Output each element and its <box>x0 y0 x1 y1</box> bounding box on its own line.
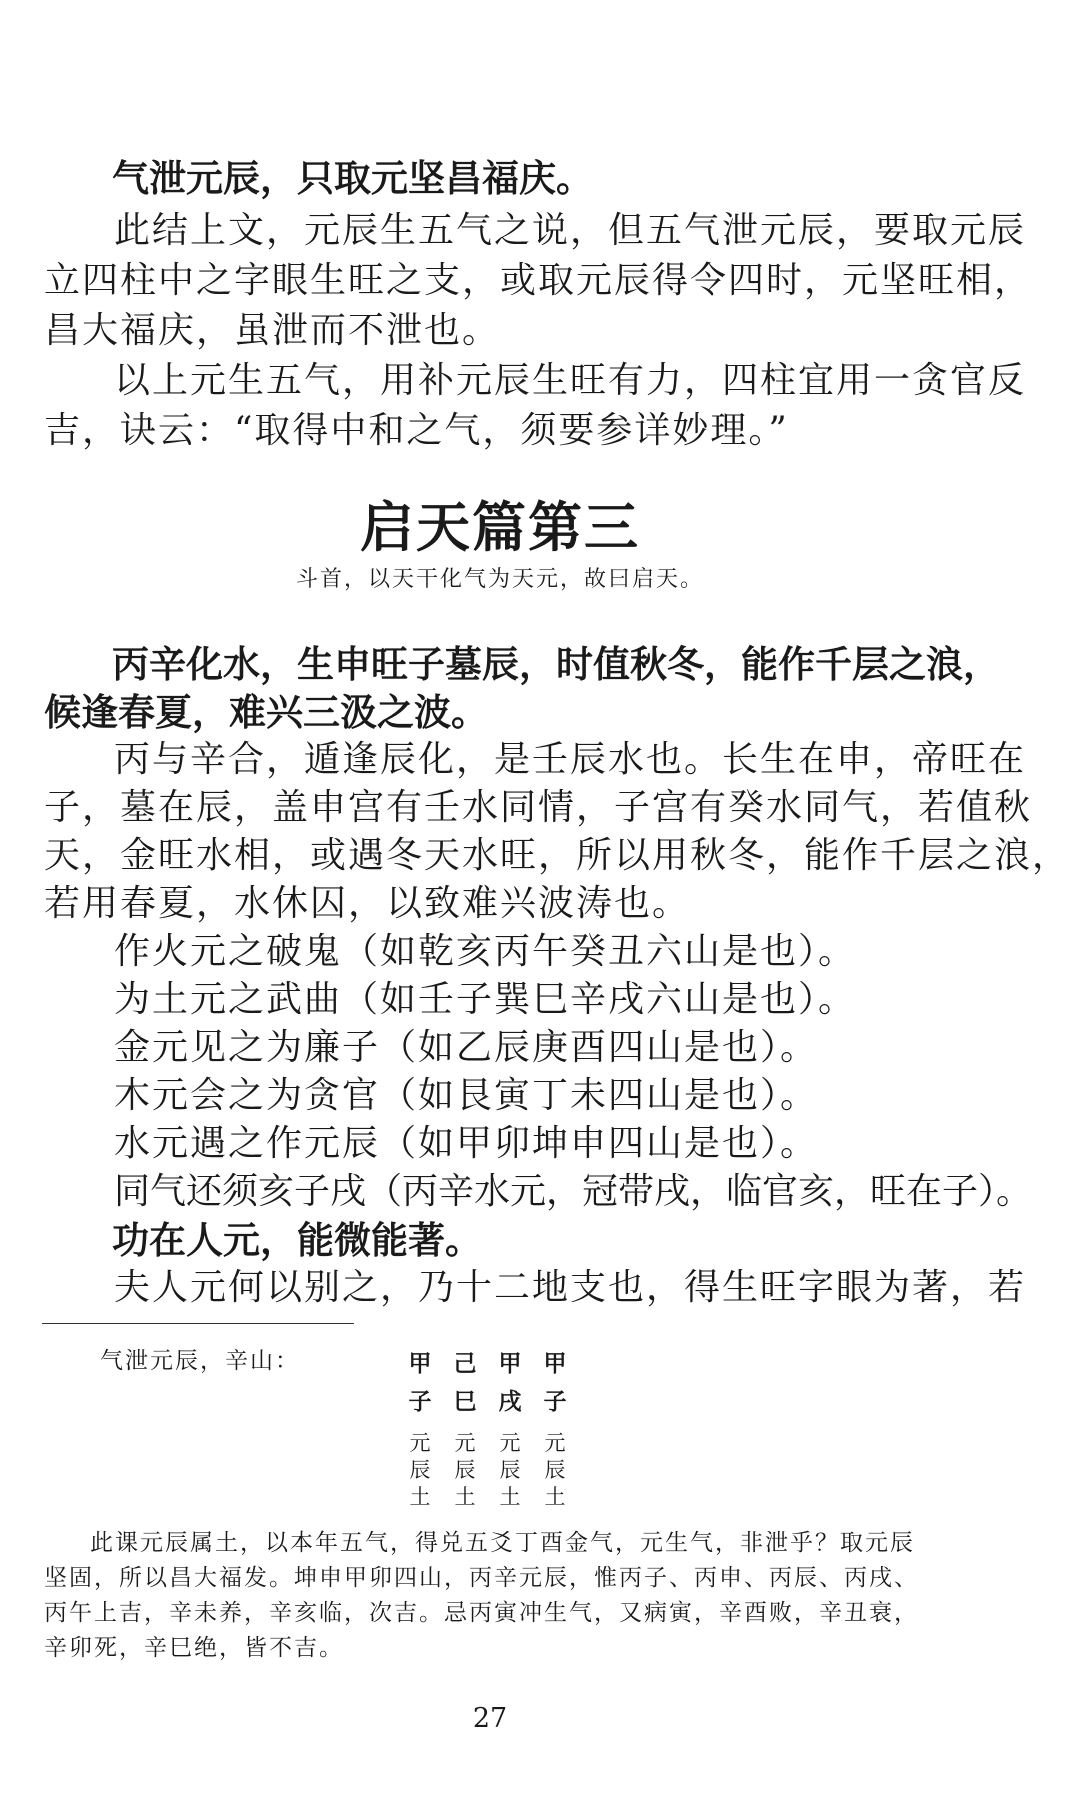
pillar-stem-month: 己 <box>453 1350 477 1377</box>
list-line-6: 同气还须亥子戌（丙辛水元，冠带戌，临官亥，旺在子）。 <box>114 1171 1033 1212</box>
footnote-divider <box>42 1323 354 1324</box>
pillar-sub-2-3: 辰 <box>499 1458 521 1482</box>
pillar-sub-1-1: 元 <box>409 1431 431 1455</box>
pillar-stem-year: 甲 <box>408 1350 432 1377</box>
pillar-branch-month: 巳 <box>453 1388 477 1415</box>
list-line-2: 为土元之武曲（如壬子巽巳辛戌六山是也）。 <box>114 979 857 1020</box>
section2-para-line1: 丙与辛合，遁逢辰化，是壬辰水也。长生在申，帝旺在 <box>114 739 1027 780</box>
section1-para2-line2: 吉，诀云：“取得中和之气，须要参详妙理。” <box>44 410 789 451</box>
pillar-sub-3-2: 土 <box>454 1485 476 1509</box>
list-line-4: 木元会之为贪官（如艮寅丁未四山是也）。 <box>114 1075 819 1116</box>
pillar-branch-year: 子 <box>408 1388 432 1415</box>
section1-para2-line1: 以上元生五气，用补元辰生旺有力，四柱宜用一贪官反 <box>114 360 1027 401</box>
pillar-stem-hour: 甲 <box>543 1350 567 1377</box>
section1-para1-line1: 此结上文，元辰生五气之说，但五气泄元辰，要取元辰 <box>114 210 1027 251</box>
pillar-branch-hour: 子 <box>543 1388 567 1415</box>
section2-heading2: 功在人元，能微能著。 <box>112 1218 482 1262</box>
section1-para1-line3: 昌大福庆，虽泄而不泄也。 <box>44 310 501 351</box>
pillar-sub-3-4: 土 <box>544 1485 566 1509</box>
section2-para-line2: 子，墓在辰，盖申宫有壬水同情，子宫有癸水同气，若值秋 <box>44 787 1033 828</box>
pillar-stem-day: 甲 <box>498 1350 522 1377</box>
chapter-title: 启天篇第三 <box>360 495 640 559</box>
list-line-5: 水元遇之作元辰（如甲卯坤申四山是也）。 <box>114 1123 819 1164</box>
pillar-sub-2-4: 辰 <box>544 1458 566 1482</box>
footnote-text-line3: 丙午上吉，辛未养，辛亥临，次吉。忌丙寅冲生气，又病寅，辛酉败，辛丑衰， <box>44 1600 919 1626</box>
pillar-sub-2-1: 辰 <box>409 1458 431 1482</box>
section2-heading-line2: 候逢春夏，难兴三汲之波。 <box>44 690 488 734</box>
footnote-text-line4: 辛卯死，辛巳绝，皆不吉。 <box>44 1635 344 1661</box>
list-line-1: 作火元之破鬼（如乾亥丙午癸丑六山是也）。 <box>114 931 857 972</box>
section1-para1-line2: 立四柱中之字眼生旺之支，或取元辰得令四时，元坚旺相， <box>44 260 1033 301</box>
chapter-subtitle: 斗首，以天干化气为天元，故曰启天。 <box>295 567 704 592</box>
pillar-sub-1-2: 元 <box>454 1431 476 1455</box>
pillar-sub-1-3: 元 <box>499 1431 521 1455</box>
pillar-branch-day: 戌 <box>498 1388 522 1415</box>
page-number: 27 <box>472 1703 508 1734</box>
pillar-sub-3-1: 土 <box>409 1485 431 1509</box>
list-line-3: 金元见之为廉子（如乙辰庚酉四山是也）。 <box>114 1027 819 1068</box>
pillar-sub-3-3: 土 <box>499 1485 521 1509</box>
pillar-sub-2-2: 辰 <box>454 1458 476 1482</box>
pillar-sub-1-4: 元 <box>544 1431 566 1455</box>
footnote-label: 气泄元辰，辛山： <box>100 1348 300 1374</box>
four-pillars-chart <box>400 1345 600 1515</box>
section2-para-line3: 天，金旺水相，或遇冬天水旺，所以用秋冬，能作千层之浪， <box>44 835 1071 876</box>
section2-heading-line1: 丙辛化水，生申旺子墓辰，时值秋冬，能作千层之浪， <box>112 642 1000 686</box>
footnote-text-line1: 此课元辰属土，以本年五气，得兑五爻丁酉金气，元生气，非泄乎？取元辰 <box>90 1530 915 1556</box>
section2-para-line4: 若用春夏，水休囚，以致难兴波涛也。 <box>44 883 691 924</box>
section1-heading: 气泄元辰，只取元坚昌福庆。 <box>112 156 593 200</box>
footnote-text-line2: 坚固，所以昌大福发。坤申甲卯四山，丙辛元辰，惟丙子、丙申、丙辰、丙戌、 <box>44 1565 919 1591</box>
section2-para2-line1: 夫人元何以别之，乃十二地支也，得生旺字眼为著，若 <box>114 1267 1027 1308</box>
